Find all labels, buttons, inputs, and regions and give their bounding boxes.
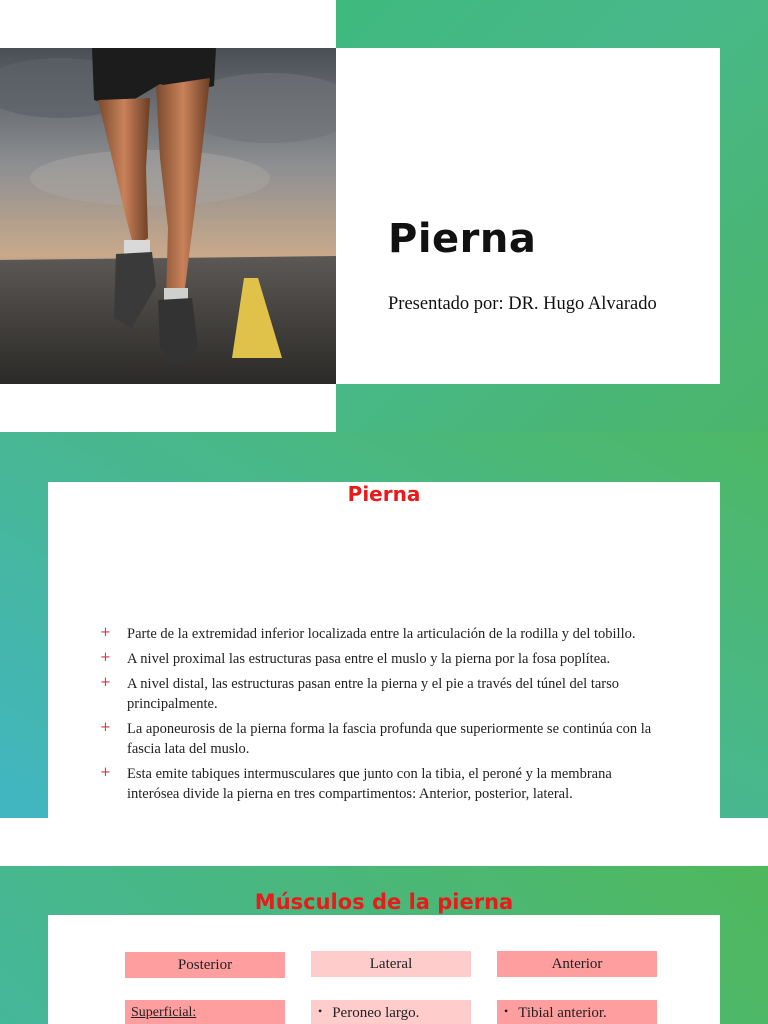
list-item — [100, 719, 660, 759]
header-lateral: Lateral — [311, 951, 471, 977]
header-posterior: Posterior — [125, 952, 285, 978]
slide-title — [0, 0, 768, 432]
runner-photo — [0, 48, 336, 384]
bullet-icon: • — [318, 1004, 323, 1018]
list-item — [100, 624, 660, 644]
plus-icon: + — [100, 675, 111, 690]
cell-posterior: Superficial: — [125, 1000, 285, 1024]
list-item — [100, 764, 660, 804]
list-item-text: Esta emite tabiques intermusculares que junto con la tibia, el peroné y la membrana interósea divide la pierna en tres compartimentos: Anterior, posterior, lateral. — [127, 766, 612, 802]
bullet-icon: • — [504, 1004, 509, 1018]
slide-pierna — [0, 432, 768, 818]
slide-title-text: Pierna — [388, 216, 537, 262]
bullet-list — [100, 624, 660, 809]
slide-heading: Músculos de la pierna — [254, 890, 514, 914]
plus-icon: + — [100, 765, 111, 780]
list-item — [100, 674, 660, 714]
list-item-text: A nivel distal, las estructuras pasan entre la pierna y el pie a través del túnel del tarso principalmente. — [127, 676, 620, 712]
presenter-subtitle: Presentado por: DR. Hugo Alvarado — [388, 294, 657, 314]
cell-anterior — [497, 1000, 657, 1024]
cell-text: Peroneo largo. — [332, 1005, 420, 1021]
plus-icon: + — [100, 720, 111, 735]
header-anterior: Anterior — [497, 951, 657, 977]
list-item-text: Parte de la extremidad inferior localizada entre la articulación de la rodilla y del tobillo. — [127, 626, 636, 642]
plus-icon: + — [100, 625, 111, 640]
list-item-text: La aponeurosis de la pierna forma la fascia profunda que superiormente se continúa con la fascia lata del muslo. — [127, 721, 652, 757]
list-item — [100, 649, 660, 669]
slide-musculos — [0, 866, 768, 1024]
plus-icon: + — [100, 650, 111, 665]
slide-heading: Pierna — [347, 482, 421, 506]
content-card — [48, 482, 720, 818]
list-item-text: A nivel proximal las estructuras pasa entre el muslo y la pierna por la fosa poplítea. — [127, 651, 611, 667]
cell-lateral — [311, 1000, 471, 1024]
cell-text: Tibial anterior. — [518, 1005, 607, 1021]
